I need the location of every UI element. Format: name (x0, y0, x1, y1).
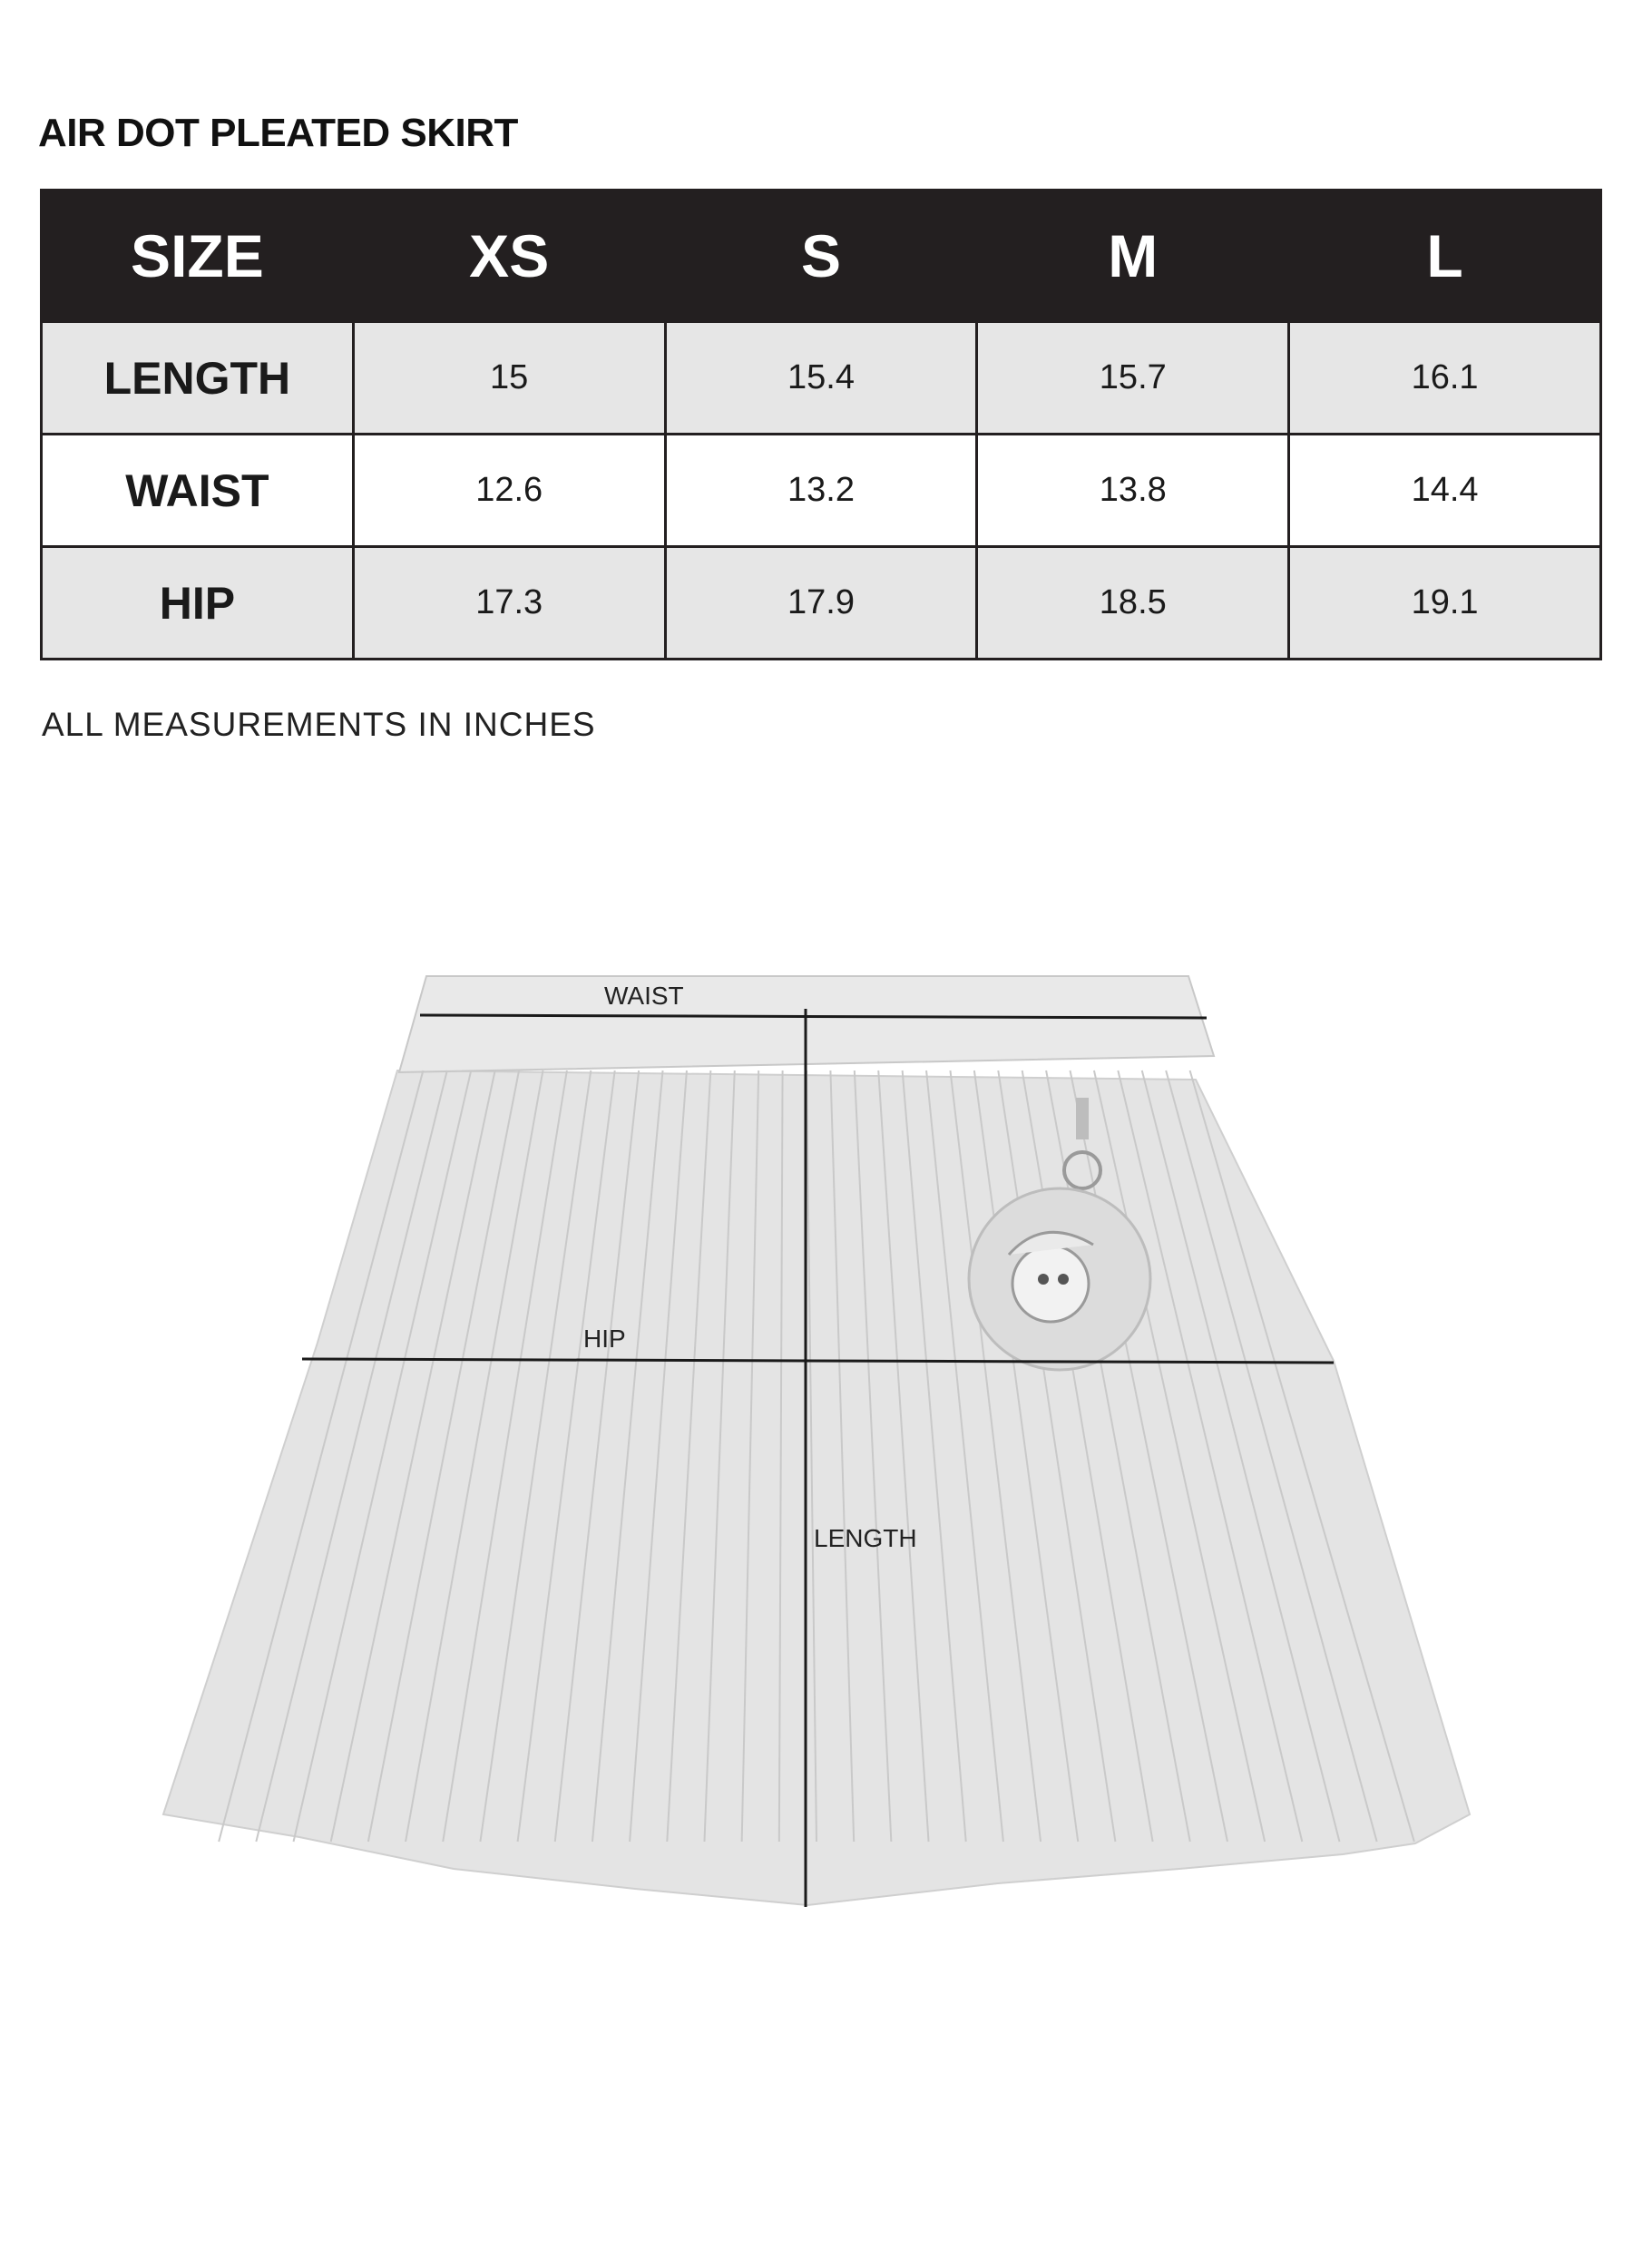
table-cell: 17.9 (665, 547, 977, 660)
header-m: M (977, 191, 1289, 322)
golf-ball-icon (1012, 1246, 1089, 1322)
table-row-hip (42, 547, 1601, 660)
header-xs: XS (353, 191, 665, 322)
table-cell: 18.5 (977, 547, 1289, 660)
hip-label: HIP (583, 1325, 626, 1353)
length-label: LENGTH (814, 1524, 917, 1552)
header-l: L (1289, 191, 1601, 322)
table-cell: 15.4 (665, 322, 977, 435)
page-title: AIR DOT PLEATED SKIRT (38, 111, 518, 155)
table-cell: 13.2 (665, 435, 977, 547)
table-row-waist (42, 435, 1601, 547)
waist-label: WAIST (604, 982, 684, 1010)
table-cell: 14.4 (1289, 435, 1601, 547)
skirt-diagram (0, 943, 1633, 1996)
table-cell: 16.1 (1289, 322, 1601, 435)
row-label-length: LENGTH (42, 322, 354, 435)
table-cell: 15 (353, 322, 665, 435)
row-label-waist: WAIST (42, 435, 354, 547)
table-header-row (42, 191, 1601, 322)
measurement-note: ALL MEASUREMENTS IN INCHES (42, 706, 596, 743)
table-cell: 19.1 (1289, 547, 1601, 660)
row-label-hip: HIP (42, 547, 354, 660)
header-s: S (665, 191, 977, 322)
table-cell: 15.7 (977, 322, 1289, 435)
table-row-length (42, 322, 1601, 435)
size-chart-table (40, 189, 1602, 660)
skirt-illustration (0, 943, 1633, 1996)
table-cell: 17.3 (353, 547, 665, 660)
header-size: SIZE (42, 191, 354, 322)
table-cell: 12.6 (353, 435, 665, 547)
table-cell: 13.8 (977, 435, 1289, 547)
